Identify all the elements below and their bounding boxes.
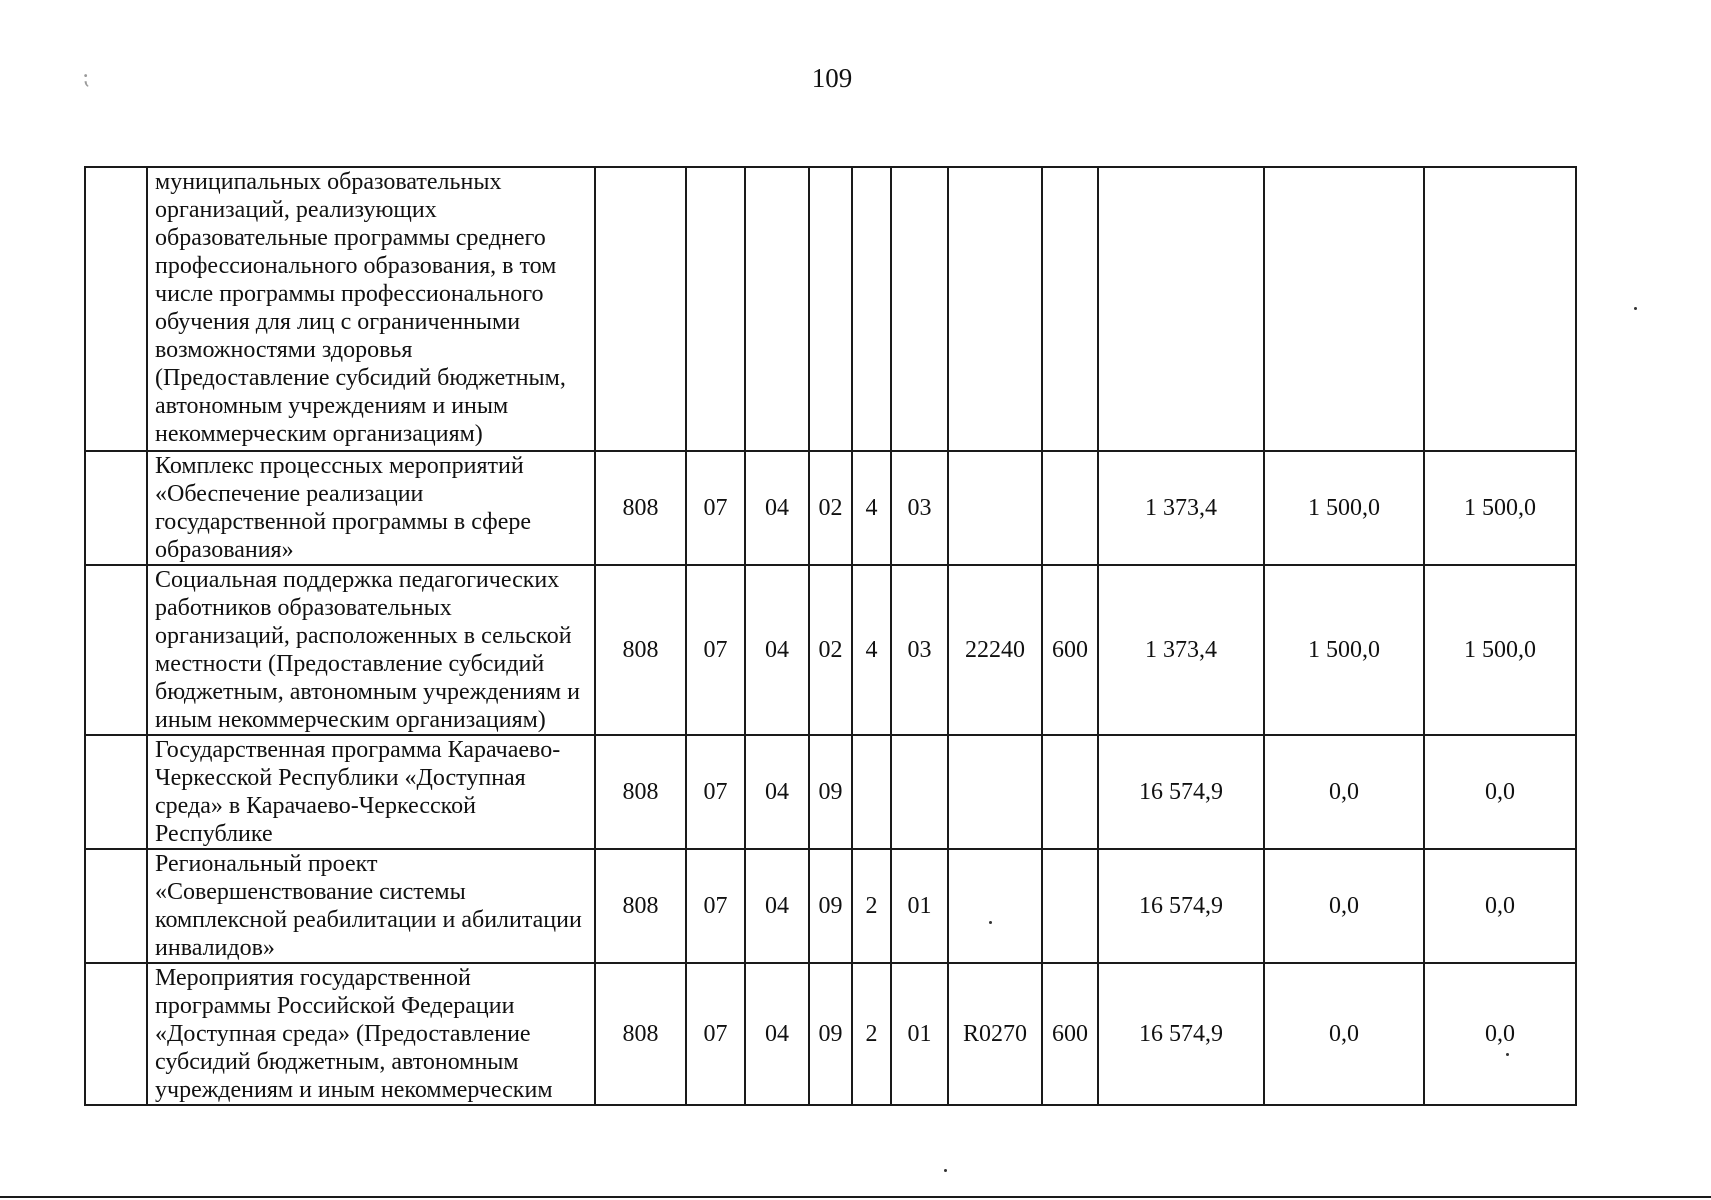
amount-cell: 0,0 (1424, 849, 1576, 963)
subsection-code-cell: 04 (745, 735, 809, 849)
direction-code-cell (948, 849, 1042, 963)
program-type-code-cell (852, 167, 891, 451)
amount-cell: 16 574,9 (1098, 963, 1264, 1105)
direction-code-cell (948, 451, 1042, 565)
program-code-cell: 02 (809, 565, 852, 735)
ministry-code-cell (595, 167, 686, 451)
table-row (85, 167, 1576, 451)
amount-cell: 0,0 (1424, 963, 1576, 1105)
scan-speck (1634, 307, 1637, 310)
direction-code-cell (948, 167, 1042, 451)
subsection-code-cell: 04 (745, 565, 809, 735)
scan-speck (944, 1169, 947, 1172)
row-number-cell (85, 451, 147, 565)
section-code-cell: 07 (686, 735, 745, 849)
budget-table (84, 166, 1577, 1106)
page-number: 109 (811, 63, 853, 93)
section-code-cell: 07 (686, 849, 745, 963)
table-body (85, 167, 1576, 1105)
structural-element-code-cell: 01 (891, 849, 948, 963)
scan-speck (1506, 1053, 1509, 1056)
table-row (85, 451, 1576, 565)
item-description: Социальная поддержка педагогических работников образовательных организаций, расположенных в сельской местности (Предоставление субсидий бюджетным, автономным учреждениям и иным некоммерческим организациям) (147, 565, 595, 735)
structural-element-code-cell (891, 167, 948, 451)
direction-code-cell (948, 735, 1042, 849)
subsection-code-cell: 04 (745, 963, 809, 1105)
amount-cell: 0,0 (1264, 735, 1424, 849)
table-row (85, 735, 1576, 849)
amount-cell: 16 574,9 (1098, 849, 1264, 963)
expense-type-code-cell (1042, 849, 1098, 963)
ministry-code-cell: 808 (595, 565, 686, 735)
program-code-cell (809, 167, 852, 451)
expense-type-code-cell: 600 (1042, 963, 1098, 1105)
table-row (85, 565, 1576, 735)
direction-code-cell: 22240 (948, 565, 1042, 735)
item-description: Государственная программа Карачаево-Черкесской Республики «Доступная среда» в Карачаево-Черкесской Республике (147, 735, 595, 849)
program-type-code-cell (852, 735, 891, 849)
expense-type-code-cell (1042, 167, 1098, 451)
row-number-cell (85, 735, 147, 849)
amount-cell: 1 500,0 (1424, 451, 1576, 565)
program-type-code-cell: 4 (852, 451, 891, 565)
item-description: Комплекс процессных мероприятий «Обеспечение реализации государственной программы в сфере образования» (147, 451, 595, 565)
program-code-cell: 09 (809, 963, 852, 1105)
amount-cell (1098, 167, 1264, 451)
item-description: Мероприятия государственной программы Российской Федерации «Доступная среда» (Предоставление субсидий бюджетным, автономным учреждениям и иным некоммерческим (147, 963, 595, 1105)
structural-element-code-cell: 03 (891, 565, 948, 735)
subsection-code-cell: 04 (745, 451, 809, 565)
program-type-code-cell: 2 (852, 849, 891, 963)
amount-cell: 1 500,0 (1424, 565, 1576, 735)
item-description: муниципальных образовательных организаций, реализующих образовательные программы среднего профессионального образования, в том числе программы профессионального обучения для лиц с ограниченными возможностями здоровья (Предоставление субсидий бюджетным, автономным учреждениям и иным некоммерческим организациям) (147, 167, 595, 451)
ministry-code-cell: 808 (595, 735, 686, 849)
structural-element-code-cell: 01 (891, 963, 948, 1105)
amount-cell: 16 574,9 (1098, 735, 1264, 849)
ministry-code-cell: 808 (595, 963, 686, 1105)
ministry-code-cell: 808 (595, 451, 686, 565)
expense-type-code-cell (1042, 451, 1098, 565)
row-number-cell (85, 565, 147, 735)
row-number-cell (85, 963, 147, 1105)
subsection-code-cell (745, 167, 809, 451)
amount-cell (1264, 167, 1424, 451)
program-code-cell: 09 (809, 735, 852, 849)
amount-cell: 1 373,4 (1098, 565, 1264, 735)
section-code-cell: 07 (686, 565, 745, 735)
page-bottom-edge (0, 1196, 1711, 1198)
amount-cell (1424, 167, 1576, 451)
amount-cell: 1 500,0 (1264, 565, 1424, 735)
table-row (85, 963, 1576, 1105)
expense-type-code-cell: 600 (1042, 565, 1098, 735)
row-number-cell (85, 167, 147, 451)
subsection-code-cell: 04 (745, 849, 809, 963)
ministry-code-cell: 808 (595, 849, 686, 963)
amount-cell: 1 500,0 (1264, 451, 1424, 565)
direction-code-cell: R0270 (948, 963, 1042, 1105)
row-number-cell (85, 849, 147, 963)
program-code-cell: 09 (809, 849, 852, 963)
program-type-code-cell: 2 (852, 963, 891, 1105)
program-code-cell: 02 (809, 451, 852, 565)
amount-cell: 0,0 (1264, 849, 1424, 963)
scan-speck (989, 921, 992, 924)
amount-cell: 0,0 (1424, 735, 1576, 849)
item-description: Региональный проект «Совершенствование системы комплексной реабилитации и абилитации инвалидов» (147, 849, 595, 963)
amount-cell: 0,0 (1264, 963, 1424, 1105)
section-code-cell: 07 (686, 963, 745, 1105)
program-type-code-cell: 4 (852, 565, 891, 735)
expense-type-code-cell (1042, 735, 1098, 849)
section-code-cell: 07 (686, 451, 745, 565)
structural-element-code-cell (891, 735, 948, 849)
structural-element-code-cell: 03 (891, 451, 948, 565)
section-code-cell (686, 167, 745, 451)
amount-cell: 1 373,4 (1098, 451, 1264, 565)
table-row (85, 849, 1576, 963)
scan-artifact-mark: ⁏ (82, 64, 90, 89)
